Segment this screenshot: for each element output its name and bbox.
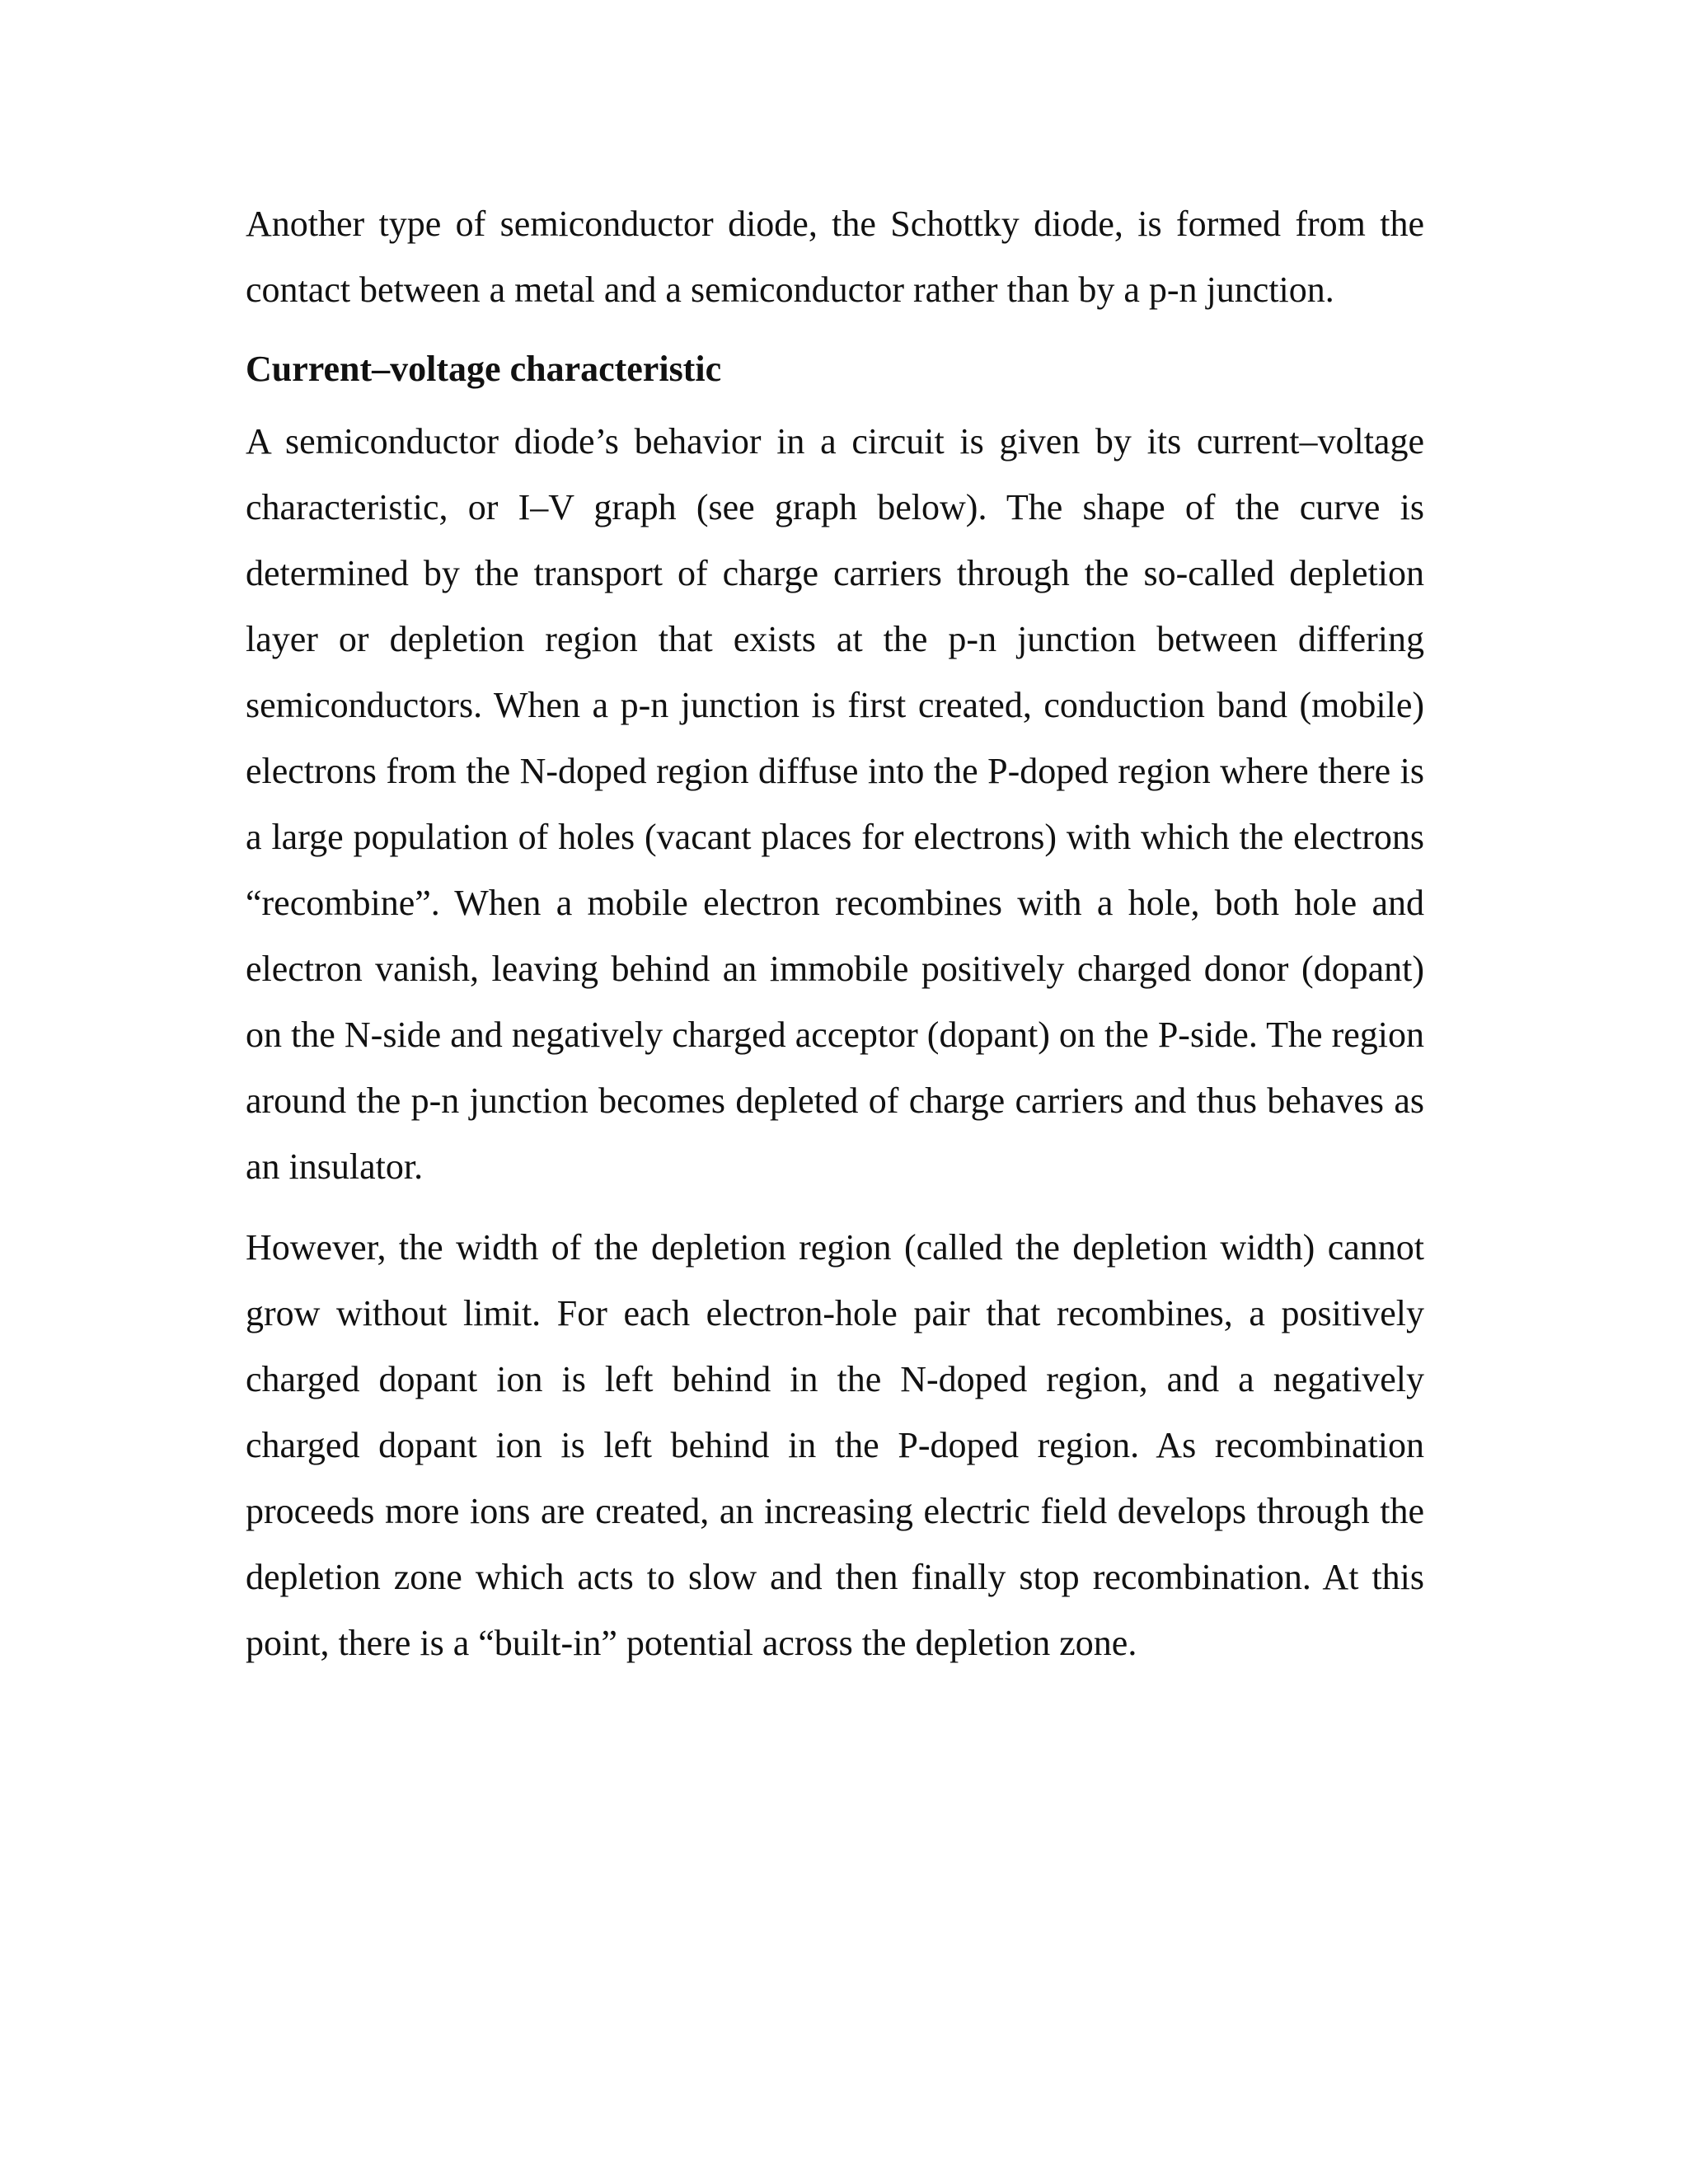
document-page [246,191,1424,1676]
depletion-width-paragraph: However, the width of the depletion region (called the depletion width) cannot grow without limit. For each electron-hole pair that recombines, a positively charged dopant ion is left behind in the N-doped region, and a negatively charged dopant ion is left behind in the P-doped region. As recombination proceeds more ions are created, an increasing electric field develops through the depletion zone which acts to slow and then finally stop recombination. At this point, there is a “built-in” potential across the depletion zone. [246,1227,1424,1663]
iv-characteristic-paragraph: A semiconductor diode’s behavior in a circuit is given by its current–voltage characteristic, or I–V graph (see graph below). The shape of the curve is determined by the transport of charge carriers through the so-called depletion layer or depletion region that exists at the p-n junction between differing semiconductors. When a p-n junction is first created, conduction band (mobile) electrons from the N-doped region diffuse into the P-doped region where there is a large population of holes (vacant places for electrons) with which the electrons “recombine”. When a mobile electron recombines with a hole, both hole and electron vanish, leaving behind an immobile positively charged donor (dopant) on the N-side and negatively charged acceptor (dopant) on the P-side. The region around the p-n junction becomes depleted of charge carriers and thus behaves as an insulator. [246,421,1424,1187]
section-heading: Current–voltage characteristic [246,349,722,389]
intro-paragraph: Another type of semiconductor diode, the Schottky diode, is formed from the contact between a metal and a semiconductor rather than by a p-n junction. [246,204,1424,310]
